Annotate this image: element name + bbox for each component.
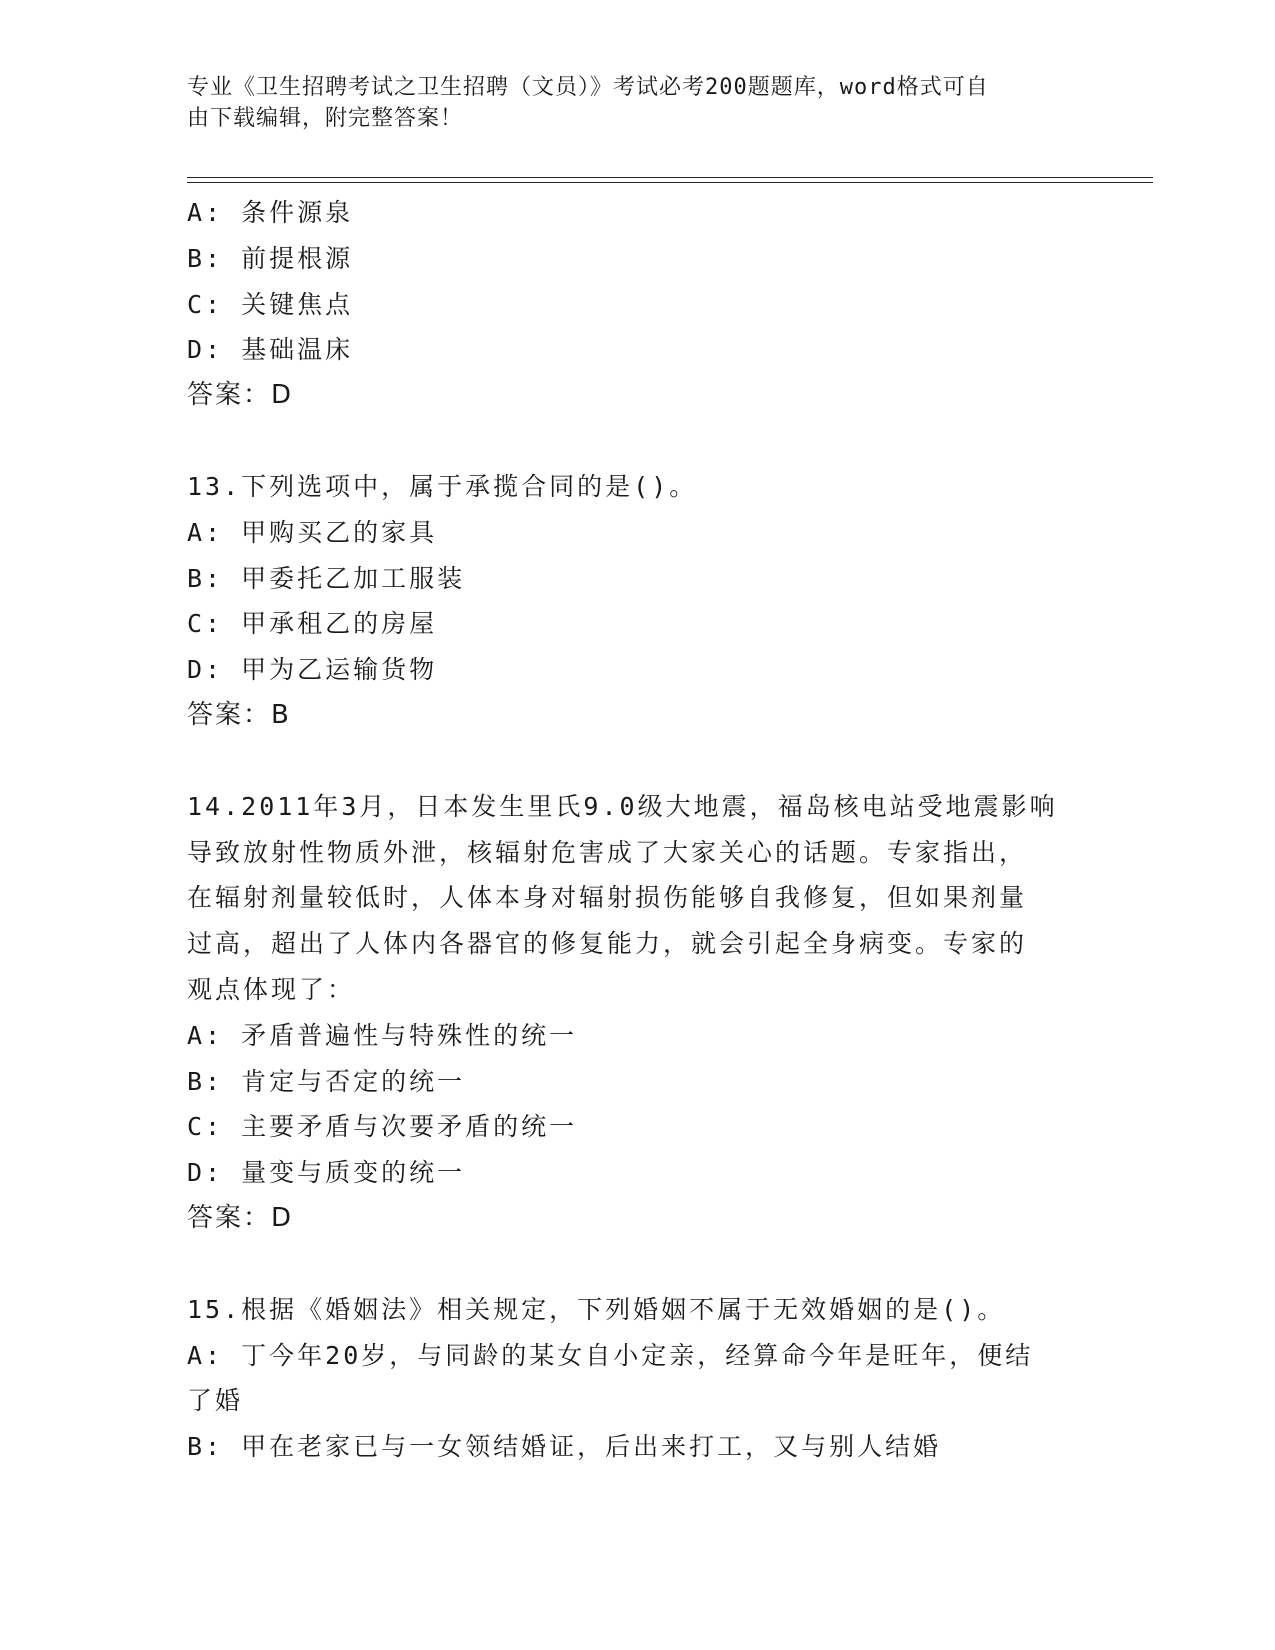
question-text-line-2: 导致放射性物质外泄，核辐射危害成了大家关心的话题。专家指出， <box>187 837 1028 867</box>
answer-line: 答案：D <box>187 380 294 411</box>
option-d: D: 基础温床 <box>187 335 354 365</box>
answer-line: 答案：D <box>187 1202 294 1233</box>
question-text-line-5: 观点体现了： <box>187 974 356 1004</box>
option-b: B: 前提根源 <box>187 243 354 273</box>
question-text-line-4: 过高，超出了人体内各器官的修复能力，就会引起全身病变。专家的 <box>187 929 1028 959</box>
question-text-line-1: 14.2011年3月，日本发生里氏9.0级大地震，福岛核电站受地震影响 <box>187 791 1058 821</box>
option-a: A: 条件源泉 <box>187 198 354 227</box>
option-c: C: 关键焦点 <box>187 289 354 319</box>
question-13 <box>187 464 1087 739</box>
question-15 <box>187 1287 1087 1470</box>
document-header <box>187 72 1067 134</box>
header-divider-bottom <box>187 182 1153 183</box>
question-text-line-3: 在辐射剂量较低时，人体本身对辐射损伤能够自我修复，但如果剂量 <box>187 883 1028 913</box>
question-14 <box>187 784 1087 1242</box>
option-a-line-1: A: 丁今年20岁，与同龄的某女自小定亲，经算命今年是旺年，便结 <box>187 1340 1034 1370</box>
question-content <box>187 190 1087 1470</box>
spacer <box>187 419 1087 464</box>
option-c: C: 主要矛盾与次要矛盾的统一 <box>187 1112 578 1142</box>
question-12 <box>187 190 1087 419</box>
answer-line: 答案：B <box>187 699 291 730</box>
option-b: B: 甲委托乙加工服装 <box>187 563 466 593</box>
header-line-2: 由下载编辑，附完整答案！ <box>187 106 464 131</box>
option-b: B: 甲在老家已与一女领结婚证，后出来打工，又与别人结婚 <box>187 1432 942 1462</box>
question-text: 13.下列选项中，属于承揽合同的是()。 <box>187 471 698 501</box>
header-line-1: 专业《卫生招聘考试之卫生招聘（文员）》考试必考200题题库，word格式可自 <box>187 75 989 100</box>
option-a: A: 矛盾普遍性与特殊性的统一 <box>187 1020 578 1050</box>
option-b: B: 肯定与否定的统一 <box>187 1066 466 1096</box>
option-c: C: 甲承租乙的房屋 <box>187 609 438 639</box>
question-text: 15.根据《婚姻法》相关规定，下列婚姻不属于无效婚姻的是()。 <box>187 1294 1006 1324</box>
spacer <box>187 739 1087 784</box>
option-d: D: 甲为乙运输货物 <box>187 655 438 685</box>
option-a: A: 甲购买乙的家具 <box>187 517 438 547</box>
option-a-line-2: 了婚 <box>187 1386 244 1416</box>
header-divider-top <box>187 177 1153 178</box>
option-d: D: 量变与质变的统一 <box>187 1158 466 1188</box>
spacer <box>187 1242 1087 1287</box>
